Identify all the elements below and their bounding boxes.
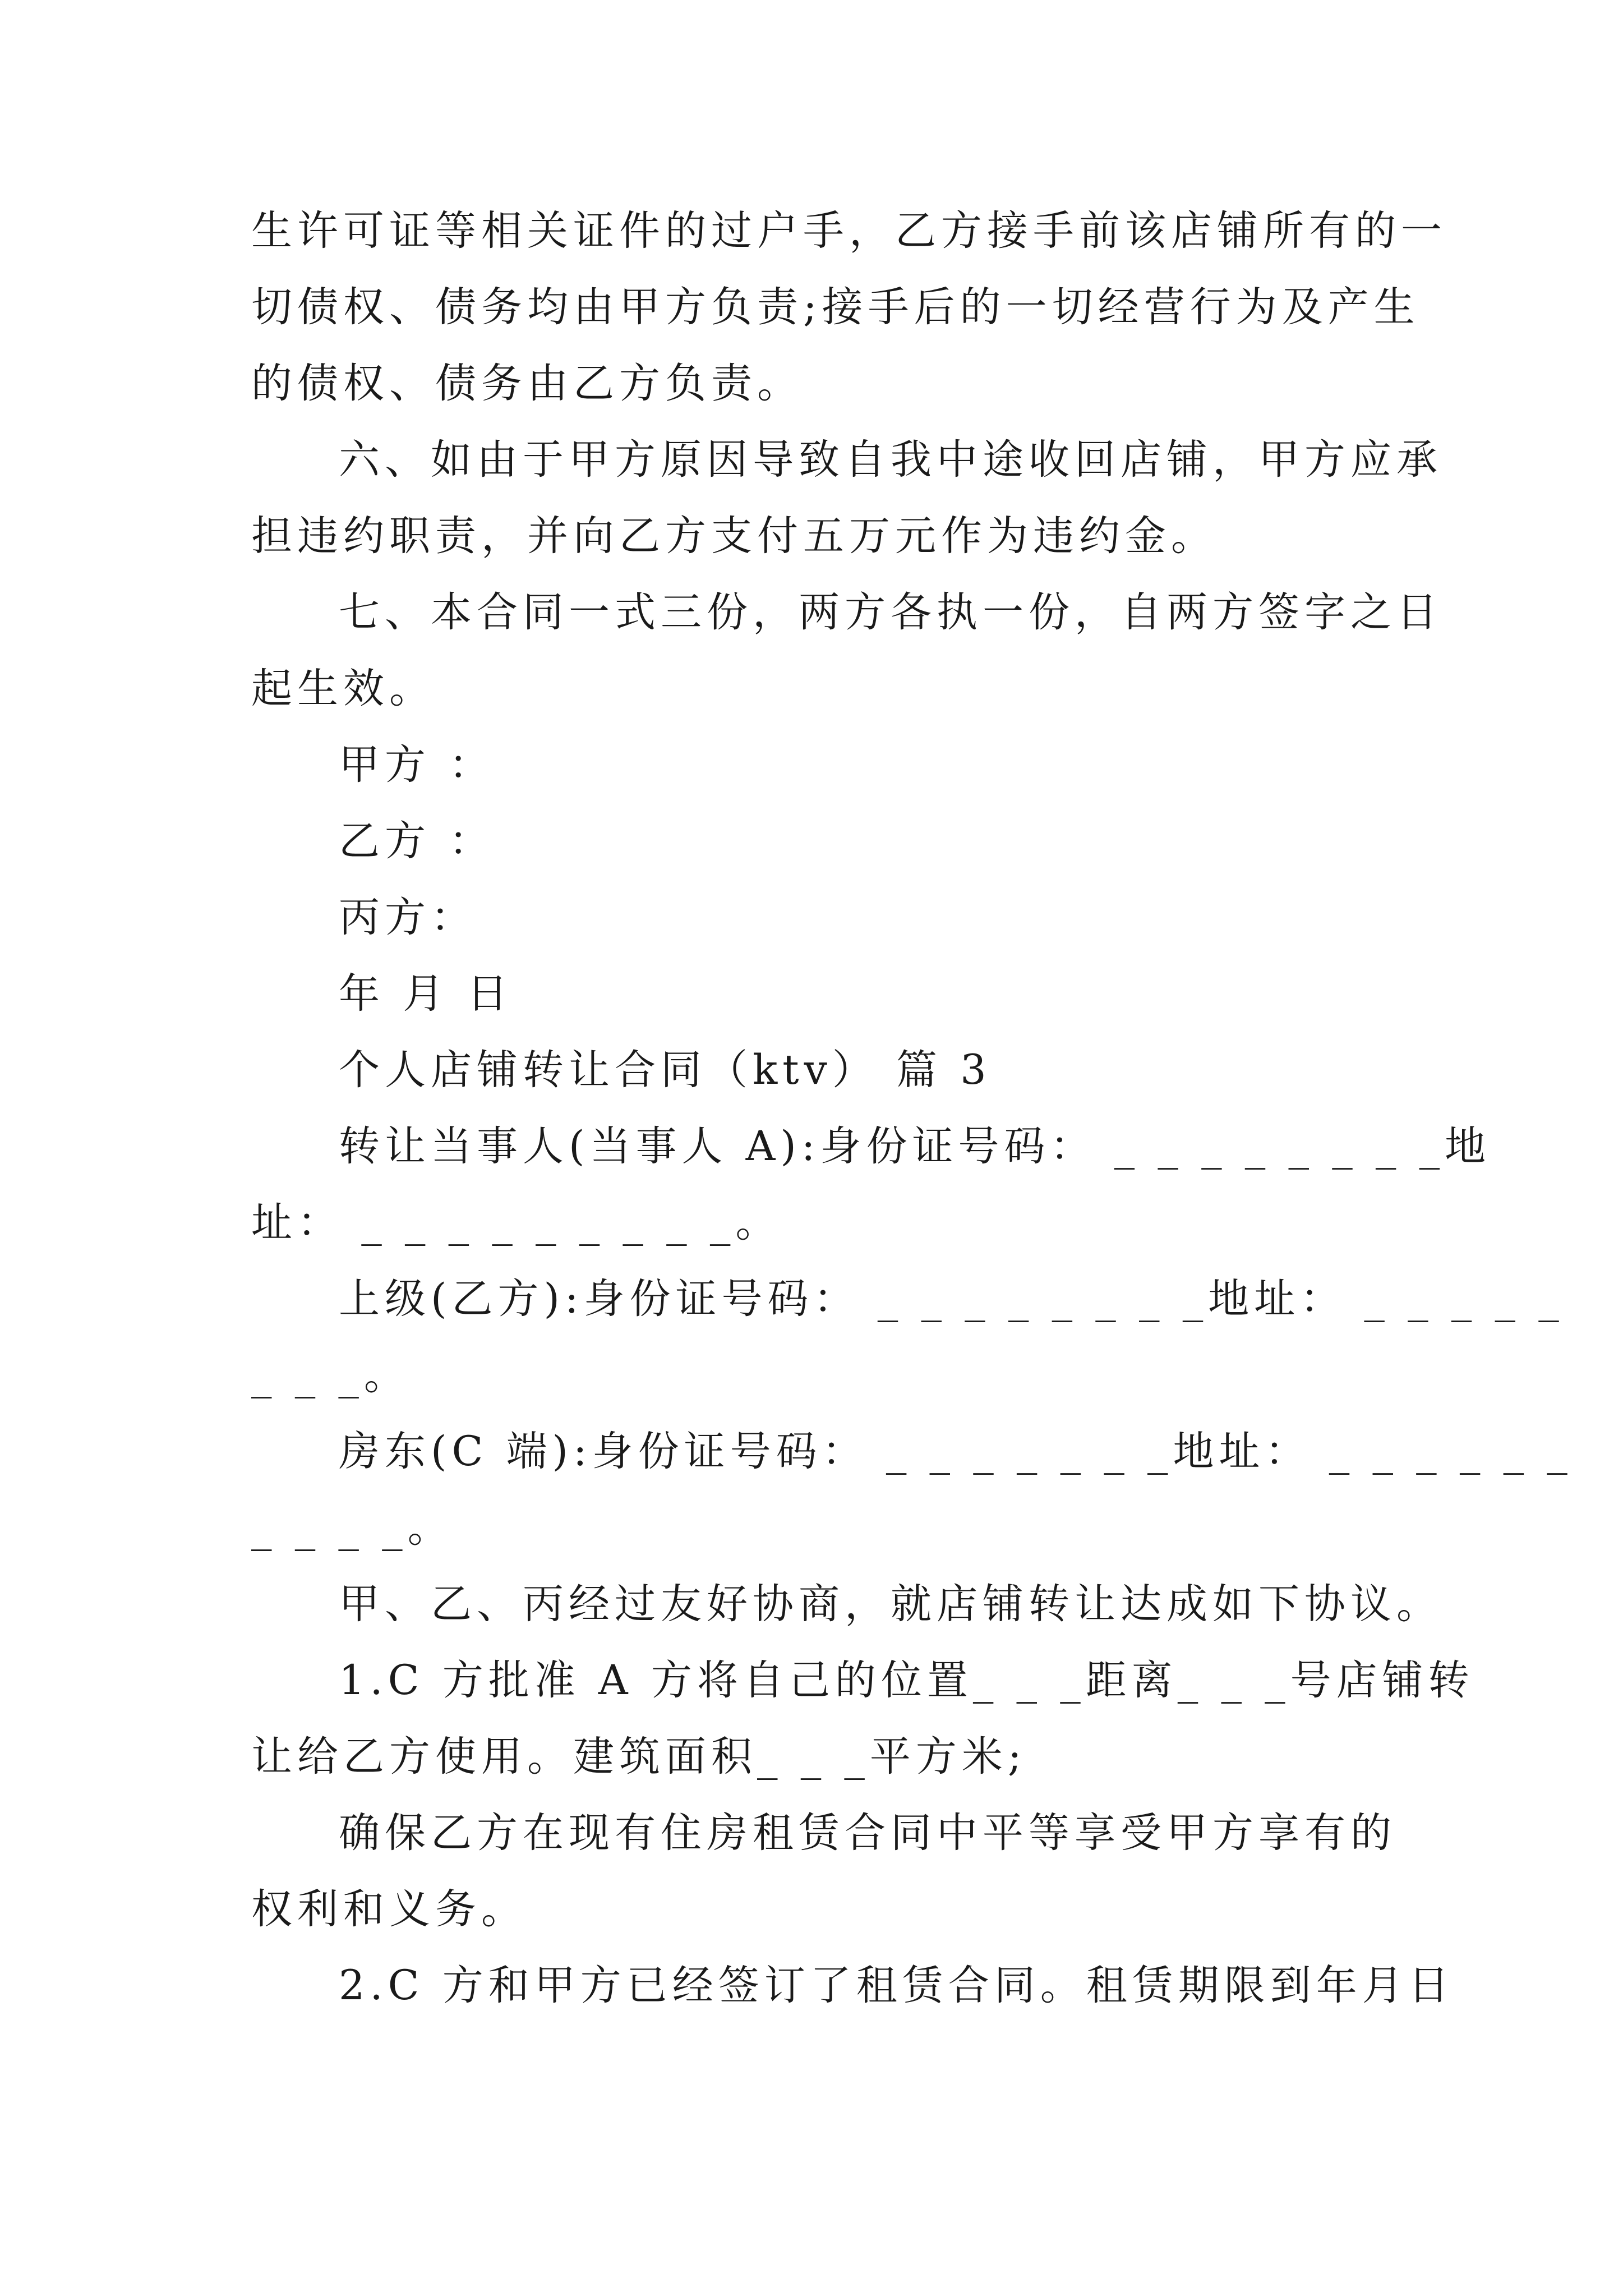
- body-text-line: 让给乙方使用。建筑面积_ _ _平方米;: [251, 1733, 1027, 1780]
- body-text-line: 起生效。: [251, 665, 435, 712]
- party-c-signature-label: 丙方：: [339, 894, 477, 941]
- body-text-line: 生许可证等相关证件的过户手，乙方接手前该店铺所有的一: [251, 207, 1447, 255]
- landlord-info-line: 房东(C 端):身份证号码： _ _ _ _ _ _ _地址： _ _ _ _ _ _: [339, 1428, 1573, 1475]
- body-text-line: _ _ _。: [251, 1351, 410, 1399]
- body-text-line: 的债权、债务由乙方负责。: [251, 360, 803, 407]
- body-text-line: 确保乙方在现有住房租赁合同中平等享受甲方享有的: [339, 1809, 1396, 1857]
- party-b-signature-label: 乙方 ：: [339, 817, 495, 865]
- transferee-info-line: 上级(乙方):身份证号码： _ _ _ _ _ _ _ _地址： _ _ _ _ _: [339, 1275, 1564, 1323]
- body-text-line: 切债权、债务均由甲方负责;接手后的一切经营行为及产生: [251, 283, 1420, 331]
- body-text-line: 权利和义务。: [251, 1885, 527, 1933]
- clause-7-start: 七、本合同一式三份，两方各执一份，自两方签字之日: [339, 588, 1442, 636]
- date-label: 年 月 日: [339, 970, 513, 1018]
- agreement-intro: 甲、乙、丙经过友好协商，就店铺转让达成如下协议。: [339, 1580, 1442, 1628]
- transferor-info-line: 转让当事人(当事人 A):身份证号码： _ _ _ _ _ _ _ _地: [339, 1122, 1491, 1170]
- clause-1-start: 1.C 方批准 A 方将自己的位置_ _ _距离_ _ _号店铺转: [339, 1657, 1474, 1704]
- body-text-line: _ _ _ _。: [251, 1504, 454, 1552]
- clause-6-start: 六、如由于甲方原因导致自我中途收回店铺，甲方应承: [339, 436, 1442, 484]
- body-text-line: 担违约职责，并向乙方支付五万元作为违约金。: [251, 512, 1217, 560]
- party-a-signature-label: 甲方 ：: [339, 741, 495, 789]
- body-text-line: 址： _ _ _ _ _ _ _ _ _。: [251, 1199, 782, 1246]
- section-heading: 个人店铺转让合同（ktv） 篇 3: [339, 1046, 992, 1094]
- clause-2-start: 2.C 方和甲方已经签订了租赁合同。租赁期限到年月日: [339, 1962, 1454, 2009]
